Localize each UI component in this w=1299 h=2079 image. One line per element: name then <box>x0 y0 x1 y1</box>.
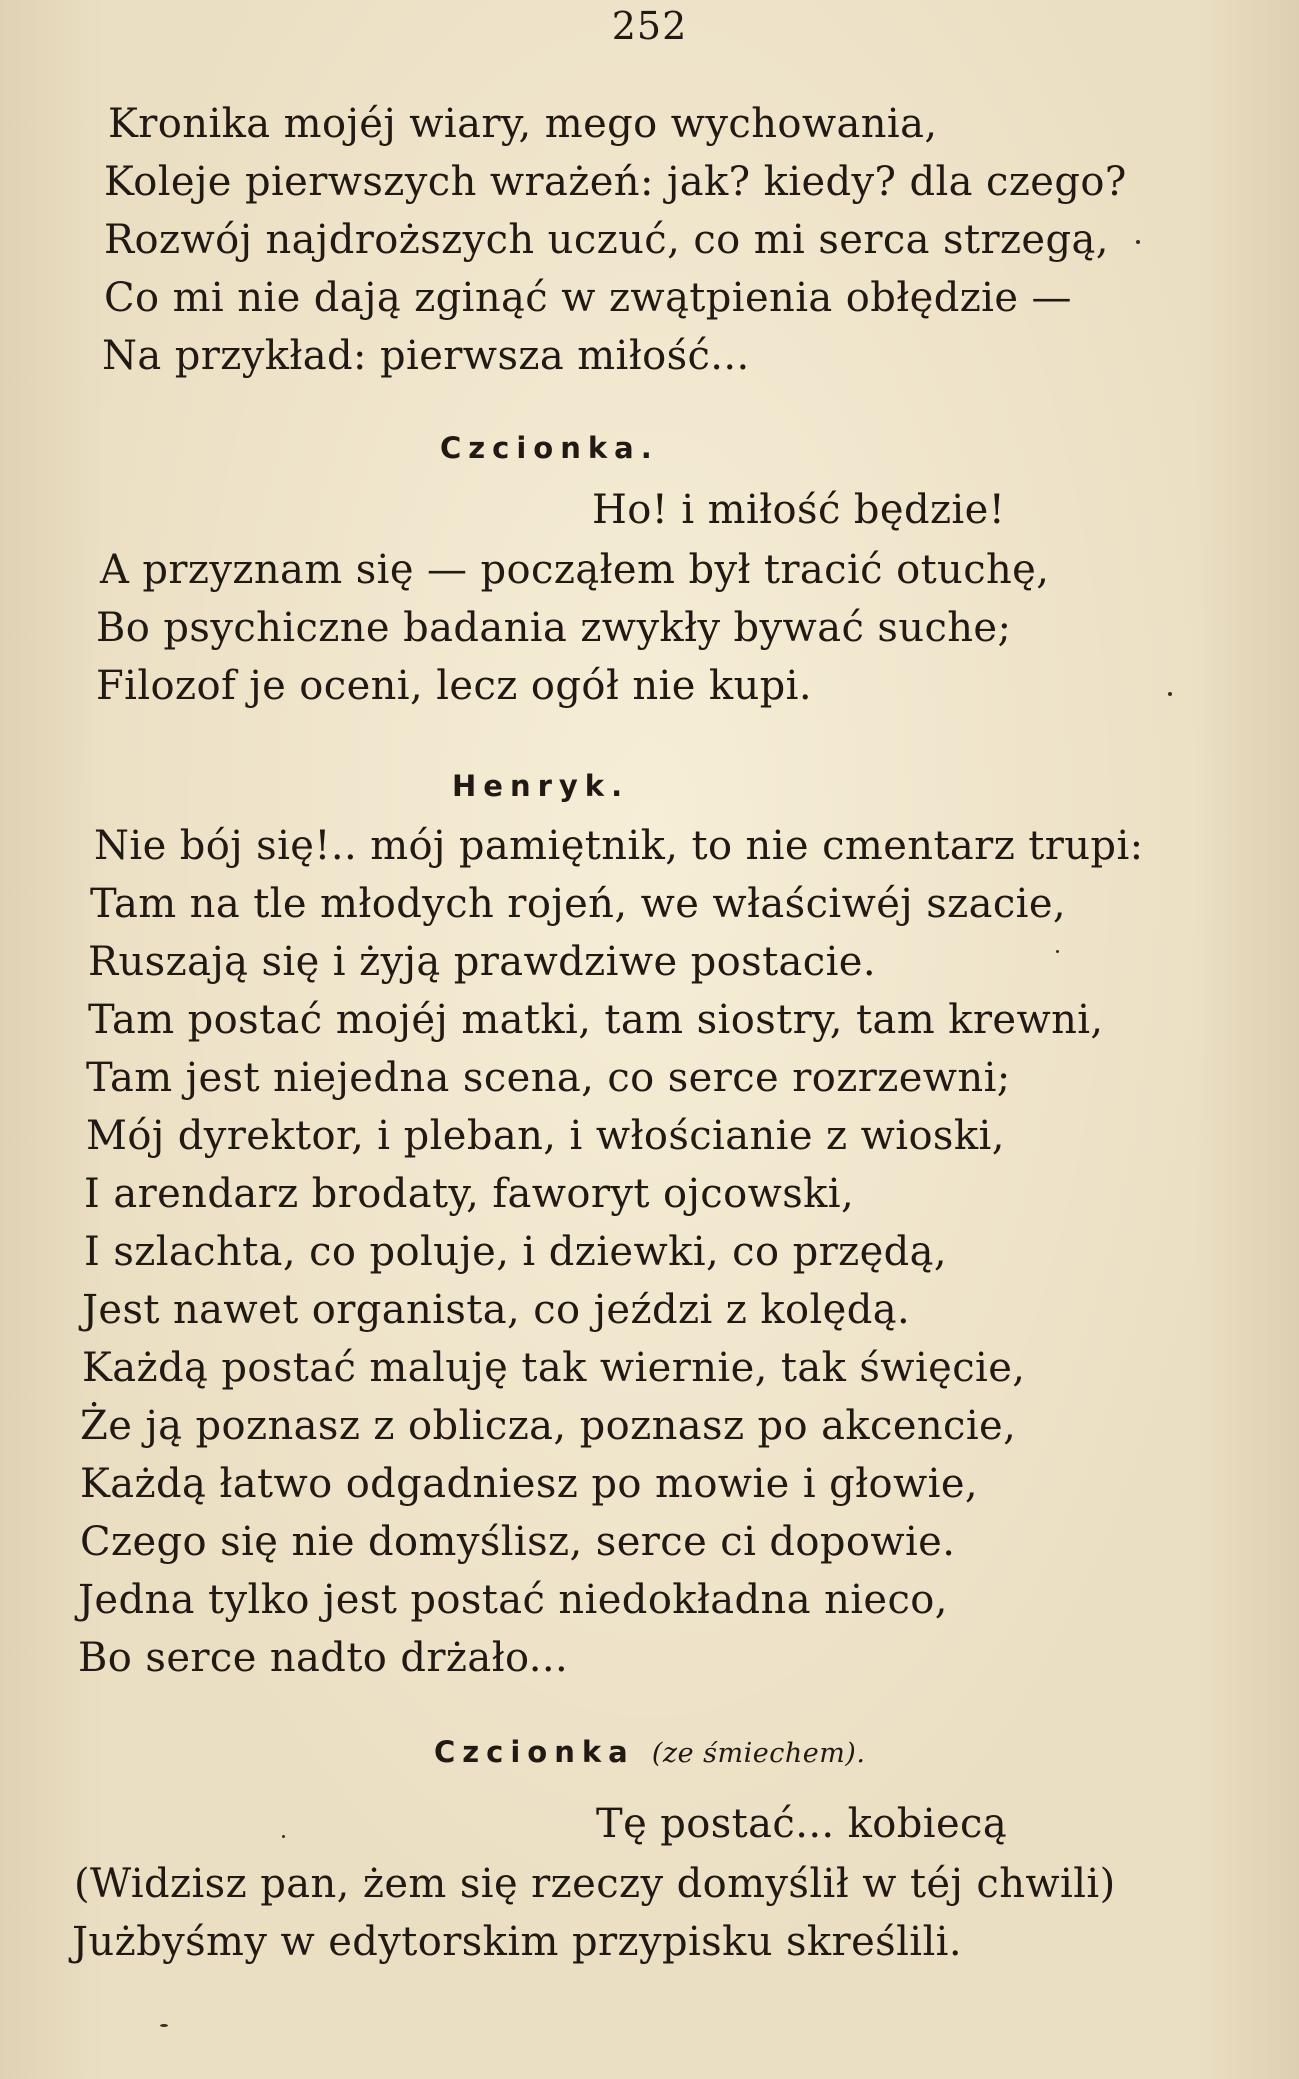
paper-speck <box>1056 950 1059 953</box>
verse-line: I szlachta, co poluje, i dziewki, co przędą, <box>84 1229 948 1275</box>
verse-line: Jest nawet organista, co jeździ z kolędą. <box>82 1287 911 1333</box>
verse-line: Kronika mojéj wiary, mego wychowania, <box>108 101 938 147</box>
verse-line: Tam jest niejedna scena, co serce rozrzewni; <box>86 1055 1011 1101</box>
stage-direction: (ze śmiechem). <box>651 1738 866 1769</box>
verse-line: Jedna tylko jest postać niedokładna nieco, <box>78 1577 948 1623</box>
verse-line: Na przykład: pierwsza miłość... <box>102 333 750 379</box>
verse-line: Że ją poznasz z oblicza, poznasz po akcencie, <box>80 1403 1017 1449</box>
verse-line: Tam na tle młodych rojeń, we właściwéj szacie, <box>90 881 1067 927</box>
speaker-name: Czcionka. <box>440 431 659 465</box>
verse-line: Czego się nie domyślisz, serce ci dopowie. <box>80 1519 956 1565</box>
verse-line: Tę postać... kobiecą <box>596 1801 1008 1847</box>
verse-line: Koleje pierwszych wrażeń: jak? kiedy? dla czego? <box>104 159 1127 205</box>
verse-line: Filozof je oceni, lecz ogół nie kupi. <box>96 663 812 709</box>
verse-line: I arendarz brodaty, faworyt ojcowski, <box>84 1171 855 1217</box>
page-number: 252 <box>611 4 688 48</box>
verse-line: Co mi nie dają zginąć w zwątpienia obłędzie — <box>104 275 1072 321</box>
verse-line: Jużbyśmy w edytorskim przypisku skreślili. <box>72 1919 962 1965</box>
verse-line: Ruszają się i żyją prawdziwe postacie. <box>88 939 876 985</box>
speaker-name: Czcionka <box>434 1735 635 1769</box>
verse-line: A przyznam się — począłem był tracić otuchę, <box>100 547 1050 593</box>
paper-speck <box>1168 692 1172 696</box>
paper-speck <box>1136 240 1140 244</box>
speaker-with-direction <box>434 1732 865 1774</box>
verse-line: Każdą postać maluję tak wiernie, tak święcie, <box>82 1345 1026 1391</box>
verse-line: Bo serce nadto drżało... <box>78 1635 569 1681</box>
verse-line: Ho! i miłość będzie! <box>592 487 1006 533</box>
paper-speck <box>160 2024 168 2027</box>
verse-line: Bo psychiczne badania zwykły bywać suche; <box>96 605 1012 651</box>
verse-line: Mój dyrektor, i pleban, i włościanie z wioski, <box>86 1113 1005 1159</box>
paper-speck <box>282 1835 285 1838</box>
verse-line: Każdą łatwo odgadniesz po mowie i głowie, <box>80 1461 979 1507</box>
verse-line: Rozwój najdroższych uczuć, co mi serca strzegą, <box>104 217 1109 263</box>
speaker-name: Henryk. <box>452 769 630 803</box>
verse-line: Tam postać mojéj matki, tam siostry, tam krewni, <box>88 997 1104 1043</box>
verse-line: (Widzisz pan, żem się rzeczy domyślił w téj chwili) <box>74 1861 1116 1907</box>
verse-line: Nie bój się!.. mój pamiętnik, to nie cmentarz trupi: <box>94 823 1144 869</box>
